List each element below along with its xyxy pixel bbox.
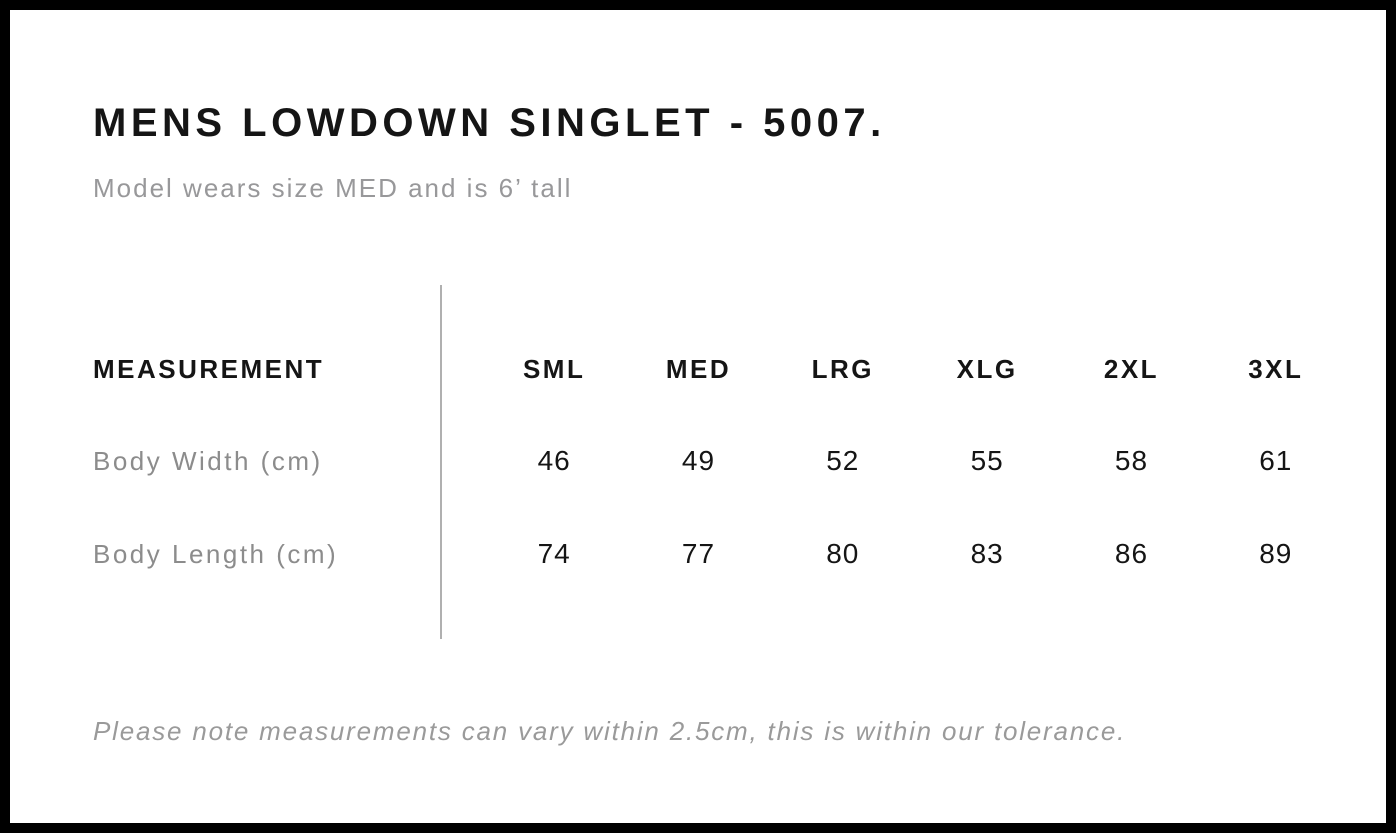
body-width-lrg: 52 xyxy=(826,445,860,476)
body-width-sml: 46 xyxy=(537,445,571,476)
size-chart-header-row xyxy=(93,356,1348,382)
size-header-sml: SML xyxy=(522,354,586,384)
row-label-body-length: Body Length (cm) xyxy=(93,539,339,569)
size-header-lrg: LRG xyxy=(811,354,875,384)
size-header-med: MED xyxy=(665,354,732,384)
size-chart-table xyxy=(93,285,1348,568)
body-length-xlg: 83 xyxy=(970,538,1004,569)
body-width-med: 49 xyxy=(681,445,716,476)
body-length-lrg: 80 xyxy=(826,538,860,569)
body-length-3xl: 89 xyxy=(1259,538,1293,569)
table-row-body-length xyxy=(93,540,1348,568)
body-width-xlg: 55 xyxy=(970,445,1004,476)
column-divider-line xyxy=(440,285,442,639)
body-length-med: 77 xyxy=(681,538,716,569)
size-header-3xl: 3XL xyxy=(1248,354,1304,384)
table-row-body-width xyxy=(93,447,1348,475)
measurement-column-header: MEASUREMENT xyxy=(93,354,325,384)
body-width-2xl: 58 xyxy=(1114,445,1149,476)
body-width-3xl: 61 xyxy=(1259,445,1293,476)
row-label-body-width: Body Width (cm) xyxy=(93,446,323,476)
page-title: MENS LOWDOWN SINGLET - 5007. xyxy=(93,101,886,145)
body-length-2xl: 86 xyxy=(1114,538,1149,569)
model-size-info: Model wears size MED and is 6’ tall xyxy=(93,173,573,203)
body-length-sml: 74 xyxy=(537,538,571,569)
size-header-2xl: 2XL xyxy=(1103,354,1160,384)
size-header-xlg: XLG xyxy=(956,354,1018,384)
tolerance-note: Please note measurements can vary within 2.5cm, this is within our tolerance. xyxy=(93,716,1127,746)
